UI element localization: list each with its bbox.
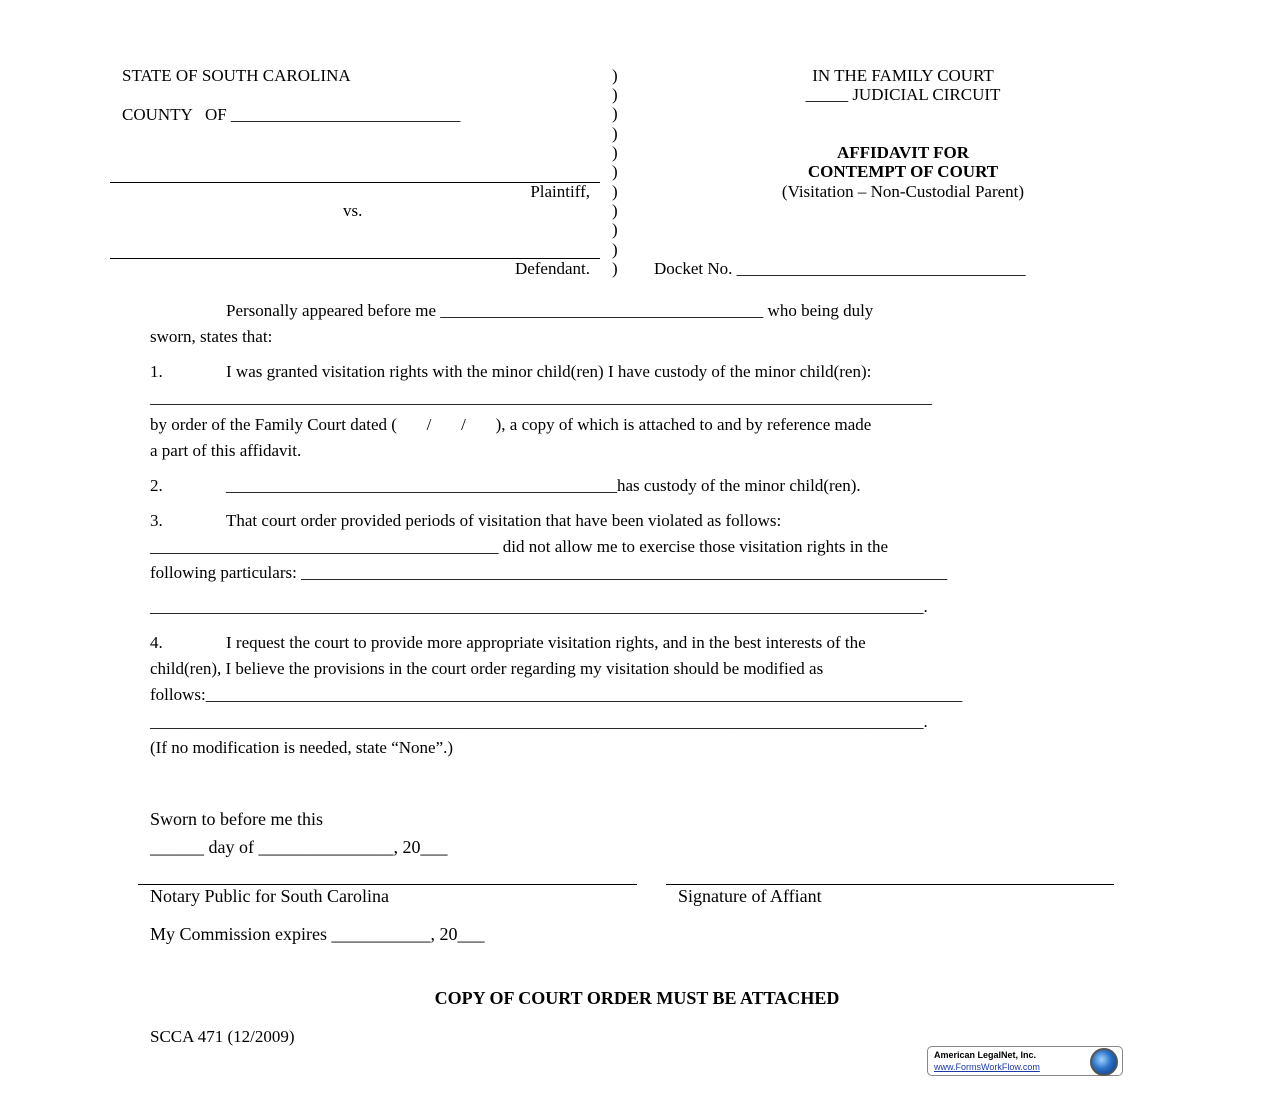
- paragraph-4-text-line-1: I request the court to provide more appropriate visitation rights, and in the best interests of the: [226, 633, 866, 652]
- publisher-link[interactable]: www.FormsWorkFlow.com: [934, 1062, 1040, 1072]
- court-name: IN THE FAMILY COURT: [812, 66, 994, 85]
- form-id: SCCA 471 (12/2009): [150, 1027, 295, 1046]
- paren: ): [612, 201, 618, 220]
- sworn-label: Sworn to before me this: [150, 809, 323, 829]
- paragraph-1-number: 1.: [150, 362, 163, 381]
- paragraph-3-violator-field[interactable]: _________________________________________ did not allow me to exercise those visitation rights in the: [150, 537, 889, 556]
- paren: ): [612, 220, 618, 239]
- paragraph-4-modification-line-2[interactable]: ___________________________________________________________________________________________.: [150, 712, 928, 731]
- paragraph-4-modification-field[interactable]: follows:_________________________________________________________________________________________: [150, 685, 963, 704]
- publisher-name: American LegalNet, Inc.: [934, 1050, 1037, 1060]
- paren: ): [612, 182, 618, 201]
- paragraph-1-children-line[interactable]: ____________________________________________________________________________________________: [150, 388, 932, 407]
- document-subtitle: (Visitation – Non-Custodial Parent): [781, 182, 1025, 201]
- paragraph-1-text: I was granted visitation rights with the minor child(ren) I have custody of the minor child(ren):: [226, 362, 872, 381]
- paren: ): [612, 143, 618, 162]
- paragraph-4-note: (If no modification is needed, state “None”.): [150, 738, 454, 757]
- state-label: STATE OF SOUTH CAROLINA: [122, 66, 351, 85]
- commission-expires-field[interactable]: My Commission expires ___________, 20___: [150, 924, 485, 944]
- globe-icon: [1090, 1048, 1118, 1076]
- paren: ): [612, 66, 618, 85]
- affiant-label: Signature of Affiant: [678, 886, 822, 906]
- document-title-line1: AFFIDAVIT FOR: [836, 143, 970, 162]
- paragraph-3-number: 3.: [150, 511, 163, 530]
- paragraph-3-particulars-line-2[interactable]: ___________________________________________________________________________________________.: [150, 597, 928, 616]
- paren: ): [612, 162, 618, 181]
- plaintiff-label: Plaintiff,: [530, 182, 590, 201]
- paragraph-4-text-line-2: child(ren), I believe the provisions in the court order regarding my visitation should be modified as: [150, 659, 824, 678]
- paren: ): [612, 240, 618, 259]
- paragraph-1-continuation: a part of this affidavit.: [150, 441, 302, 460]
- judicial-circuit-field[interactable]: _____ JUDICIAL CIRCUIT: [805, 85, 1001, 104]
- publisher-logo[interactable]: [927, 1046, 1123, 1076]
- county-field[interactable]: COUNTY OF ___________________________: [122, 105, 461, 124]
- paren: ): [612, 104, 618, 123]
- intro-line-2: sworn, states that:: [150, 327, 273, 346]
- paren: ): [612, 124, 618, 143]
- sworn-date-field[interactable]: ______ day of _______________, 20___: [150, 837, 448, 857]
- paragraph-2-number: 2.: [150, 476, 163, 495]
- document-title-line2: CONTEMPT OF COURT: [807, 162, 999, 181]
- paragraph-3-text: That court order provided periods of visitation that have been violated as follows:: [226, 511, 782, 530]
- notary-label: Notary Public for South Carolina: [150, 886, 389, 906]
- docket-number-field[interactable]: Docket No. __________________________________: [654, 259, 1026, 278]
- paragraph-3-particulars-field[interactable]: following particulars: ____________________________________________________________________________: [150, 563, 948, 582]
- attachment-notice: COPY OF COURT ORDER MUST BE ATTACHED: [434, 988, 840, 1008]
- paragraph-4-number: 4.: [150, 633, 163, 652]
- defendant-label: Defendant.: [514, 259, 590, 278]
- intro-line-1[interactable]: Personally appeared before me ______________________________________ who being duly: [226, 301, 874, 320]
- paragraph-2-custodian-field[interactable]: ______________________________________________has custody of the minor child(ren).: [226, 476, 861, 495]
- notary-signature-line[interactable]: [138, 884, 637, 885]
- paren: ): [612, 259, 618, 278]
- paren: ): [612, 85, 618, 104]
- vs-label: vs.: [343, 201, 363, 220]
- affiant-signature-line[interactable]: [666, 884, 1114, 885]
- paragraph-1-order-date[interactable]: by order of the Family Court dated ( / / ), a copy of which is attached to and by reference made: [150, 415, 872, 434]
